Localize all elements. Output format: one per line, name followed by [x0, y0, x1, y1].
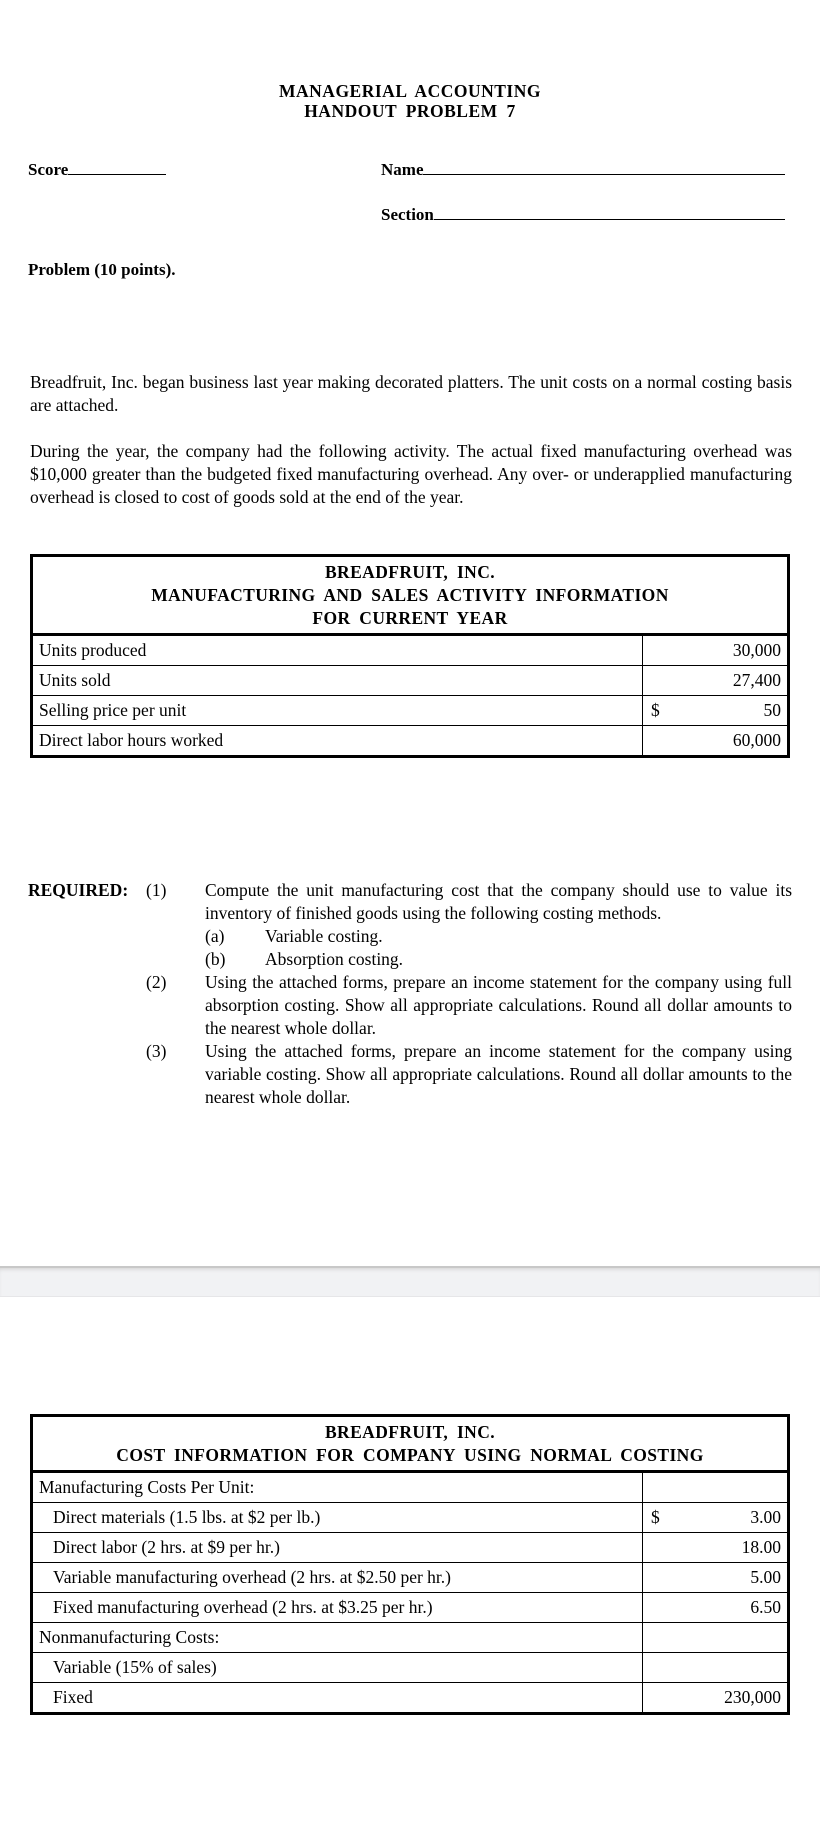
value-text: 27,400: [732, 670, 781, 690]
row-value: [643, 1653, 789, 1683]
document-title: MANAGERIAL ACCOUNTING: [279, 81, 541, 101]
value-text: 230,000: [724, 1687, 781, 1707]
row-value: [643, 1683, 789, 1714]
row-value: [643, 1533, 789, 1563]
row-value: [643, 1563, 789, 1593]
row-label: Variable manufacturing overhead (2 hrs. at $2.50 per hr.): [32, 1563, 643, 1593]
row-value: [643, 696, 789, 726]
row-label: Manufacturing Costs Per Unit:: [32, 1472, 643, 1503]
item-number: (3): [146, 1041, 167, 1061]
document-subtitle: HANDOUT PROBLEM 7: [304, 101, 516, 121]
row-label: Direct materials (1.5 lbs. at $2 per lb.): [32, 1503, 643, 1533]
score-blank[interactable]: [68, 160, 166, 175]
row-value: [643, 1593, 789, 1623]
table-row: [32, 1503, 789, 1533]
value-text: 6.50: [750, 1597, 781, 1617]
table-row: [32, 1593, 789, 1623]
table-row: [32, 635, 789, 666]
row-label: Selling price per unit: [32, 696, 643, 726]
subitem-a: Variable costing.: [265, 926, 383, 946]
required-label: [28, 879, 128, 902]
table-row: [32, 726, 789, 757]
row-label: Units produced: [32, 635, 643, 666]
row-label: Direct labor (2 hrs. at $9 per hr.): [32, 1533, 643, 1563]
required-item-1: Compute the unit manufacturing cost that the company should use to value its inventory of finished goods using the following costing methods.: [205, 880, 792, 923]
subitem-letter: (a): [205, 926, 225, 946]
value-text: 3.00: [750, 1507, 781, 1527]
subitem-b: Absorption costing.: [265, 949, 404, 969]
cost-table: [30, 1414, 790, 1715]
value-text: 50: [763, 700, 781, 720]
name-field[interactable]: [381, 160, 785, 180]
currency-sign: $: [651, 700, 660, 720]
row-value: [643, 1503, 789, 1533]
subitem-letter: (b): [205, 949, 226, 969]
section-blank[interactable]: [434, 205, 785, 220]
section-field[interactable]: [381, 205, 785, 225]
section-label: Section: [381, 205, 434, 224]
intro-paragraph: Breadfruit, Inc. began business last year making decorated platters. The unit costs on a normal costing basis are attached.: [30, 372, 792, 415]
item-number: (1): [146, 880, 167, 900]
table-row: [32, 1563, 789, 1593]
page-2: [0, 1297, 820, 1824]
row-value: [643, 1472, 789, 1503]
problem-heading: Problem (10 points).: [28, 260, 176, 279]
table-row: [32, 1533, 789, 1563]
row-value: [643, 1623, 789, 1653]
table-row: [32, 1472, 789, 1503]
cost-table-title: COST INFORMATION FOR COMPANY USING NORMAL COSTING: [116, 1445, 704, 1465]
table-row: [32, 696, 789, 726]
currency-sign: $: [651, 1507, 660, 1527]
required-item-2: Using the attached forms, prepare an income statement for the company using full absorption costing. Show all appropriate calculations. Round all dollar amounts to the nearest whole dollar.: [205, 972, 792, 1038]
cost-table-header: [32, 1416, 789, 1472]
row-label: Fixed: [32, 1683, 643, 1714]
value-text: 18.00: [741, 1537, 781, 1557]
activity-table-company: BREADFRUIT, INC.: [324, 562, 496, 582]
value-text: 5.00: [750, 1567, 781, 1587]
required-item-3: Using the attached forms, prepare an income statement for the company using variable costing. Show all appropriate calculations. Round all dollar amounts to the nearest whole dollar.: [205, 1041, 792, 1107]
required-heading: REQUIRED:: [28, 880, 129, 900]
name-label: Name: [381, 160, 424, 179]
row-label: Direct labor hours worked: [32, 726, 643, 757]
cost-table-company: BREADFRUIT, INC.: [324, 1422, 496, 1442]
name-blank[interactable]: [423, 160, 785, 175]
row-label: Fixed manufacturing overhead (2 hrs. at $3.25 per hr.): [32, 1593, 643, 1623]
activity-table: [30, 554, 790, 758]
item-number: (2): [146, 972, 167, 992]
row-value: [643, 635, 789, 666]
value-text: 60,000: [732, 730, 781, 750]
row-label: Nonmanufacturing Costs:: [32, 1623, 643, 1653]
row-label: Variable (15% of sales): [32, 1653, 643, 1683]
activity-table-header: [32, 556, 789, 635]
row-value: [643, 666, 789, 696]
row-label: Units sold: [32, 666, 643, 696]
table-row: [32, 1653, 789, 1683]
score-field[interactable]: [28, 160, 166, 180]
score-label: Score: [28, 160, 69, 179]
table-row: [32, 666, 789, 696]
activity-table-title: MANUFACTURING AND SALES ACTIVITY INFORMATION: [151, 585, 669, 605]
page-break: [0, 1266, 820, 1297]
row-value: [643, 726, 789, 757]
table-row: [32, 1683, 789, 1714]
value-text: 30,000: [732, 640, 781, 660]
table-row: [32, 1623, 789, 1653]
activity-table-period: FOR CURRENT YEAR: [312, 608, 508, 628]
activity-paragraph: During the year, the company had the following activity. The actual fixed manufacturing overhead was $10,000 greater than the budgeted fixed manufacturing overhead. Any over- or underapplied manufacturing overhead is closed to cost of goods sold at the end of the year.: [30, 441, 792, 507]
